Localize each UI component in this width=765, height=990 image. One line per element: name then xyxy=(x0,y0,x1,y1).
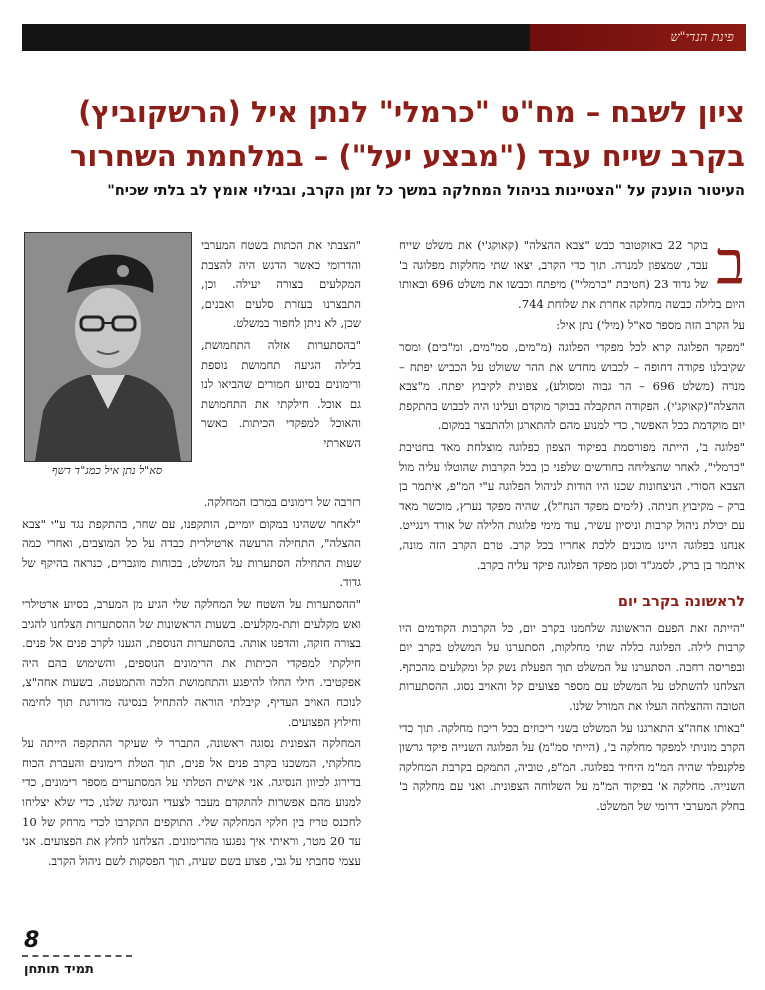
paragraph: "הייתה זאת הפעם הראשונה שלחמנו בקרב יום, כל הקרבות הקודמים היו קרבות לילה. הפלוגה כללה שתי מחלקות, הסתערנו על המשלט בקרב יום ובפריסה רחבה. הסתערנו על המשלט תוך הפעלת נשק קל ומקלעים מהכתף. הצלחנו להשתלט על המשלט עם מספר פצועים קל והאויב נסוג. ההסתערות הטובה וההצלחה העלו את המורל שלנו. xyxy=(399,620,745,714)
paragraph: המחלקה הצפונית נסוגה ראשונה, התברר לי שעיקר ההתקפה הייתה על מחלקתי, המשכנו בקרב פנים אל פנים, תוך הטלת רימונים והעברת הכוח בדירוג לכיוון הנסיגה. אני אישית הטלתי על המסתערים מספר רימונים, כדי למנוע מהם אפשרות להתקדם מעבר לצעדי הנסיגה שלנו, כדי שלא יצליחו לחכנס טריז בין חלקי המחלקה שלי. התוקפים התקרבו לכדי מרחק של 10 עד 20 מטר, וראיתי איך נפגעו מהרימונים. הצלחנו לחלץ את הפצועים. אני עצמי סחבתי על גבי, פצוע בשם שעיה, תוך הפסקות לשם ניהול הקרב. xyxy=(22,736,361,868)
paragraph: "הצבתי את הכתות בשטח המערבי והדרומי כאשר הדגש היה להצבת המקלעים בצורה יעילה. וכן, התבצרנו בעזרת סלעים ואבנים, שכן, לא ניתן לחפור במשלט. xyxy=(201,238,361,331)
paragraph: "מפקד הפלוגה קרא לכל מפקדי הפלוגה (מ"מים, סמ"מים, ומ"כים) ומסר שקיבלנו פקודה דחופה – לכבוש מחדש את ההר ששולט על הכביש יפתח – מנרה (משלט 696 – הר גבוה ומסולע), צפונית לקיבוץ יפתח. מ"צבא ההצלה"(קאוקג'י). הפקודה התקבלה בבוקר מוקדם ועלינו היה לכבוש בהתקפת יום מוקדמת ככל האפשר, כדי למנוע מהם להתארגן ולהתבצר במקום. xyxy=(399,339,745,433)
paragraph: "באותו אחה"צ התארגנו על המשלט בשני ריכוזים בכל ריכוז מחלקה. תוך כדי הקרב מוניתי למפקד מחלקה ב', (הייתי סמ"מ) על הפלוגה השנייה פיקד גרשון פלקנפלד שהיה המ"מ היחיד בפלוגה. המ"פ, טוביה, התמקם בקרבת המחלקה השנייה. מחלקה א' בפיקוד המ"מ על השלוחה הצפונית. ואני עם מחלקה ב' בחלק המערבי דרומי של המשלט. xyxy=(399,720,745,814)
paragraph: "פלוגה ב', הייתה מפורסמת בפיקוד הצפון כפלוגה מוצלחת מאד בחטיבת "כרמלי", לאחר שהצליחה בחודשים שלפני כן בכל הקרבות שהוטלו עליה מול הצבא הסורי. הניצחונות שכנו היו הודות לניהול הפלוגה ע"י המ"פ, איתמר בן ברק – מקיבוץ חניתה. (לימים מפקד הנח"ל), שהיה מפקד נערץ, מוכשר מאד עם יכולת ניהול קרבות וניסיון עשיר, עוד מימי פלוגות הלילה של אורד וינגייט. אנחנו בפלוגה היינו מוכנים ללכת אחריו בכל קרב. טרם הקרב הזה מונה, איתמר בן ברק, לסמג"ד וסגן מפקד הפלוגה פיקד עליה בקרב. xyxy=(399,439,745,572)
left-top-column xyxy=(201,236,361,456)
article-subtitle: העיטור הוענק על "הצטיינות בניהול המחלקה במשך כל זמן הקרב, ובגילוי אומץ לב בלתי שכיח" xyxy=(107,183,745,199)
paragraph: "ההסתערות על השטח של המחלקה שלי הגיע מן המערב, בסיוע ארטילרי ואש מקלעים ותת-מקלעים. בשעות הראשונות של ההסתערות הצלחנו להגיב בצורה חזקה, והדפנו אותה. בהסתערות הנוספת, הגענו לקרב פנים אל פנים. חילקתי למפקדי הכיתות את הרימונים הנוספים, והשימוש בהם היה אפקטיבי. חילי החלו להיפגע והתחמושת הלכה והתמעטה. בשעות אחה"צ, לנוכח האויב העדיף, קיבלתי הוראה להתחיל בנסיגה מדורגת תוך לחימה וחילוץ הפצועים. xyxy=(22,596,361,729)
article-title: ציון לשבח – מח"ט "כרמלי" לנתן איל (הרשקוביץ) בקרב שייח עבד ("מבצע יעל") – במלחמת השחרור xyxy=(69,95,745,173)
portrait-photo xyxy=(24,232,192,462)
paragraph: על הקרב הזה מספר סא"ל (מיל') נתן איל: xyxy=(556,318,745,333)
header-bar xyxy=(22,24,746,51)
paragraph: "בהסתערות אזלה התחמושת, בלילה הגיעה תחמושת נוספת ורימונים בסיוע חמורים שהביאו לנו גם אוכל. חילקתי את התחמושת והאוכל למפקדי הכיתות. כאשר השארתי xyxy=(201,337,361,450)
paragraph: רזרבה של רימונים במרכז המחלקה. xyxy=(203,495,361,509)
photo-caption: סא"ל נתן איל כמג"ד דשף xyxy=(51,464,163,477)
soldier-portrait-illustration xyxy=(25,233,191,461)
right-column xyxy=(399,228,745,819)
drop-cap: ב xyxy=(716,228,745,298)
section-tag: פינת הנדי"ש xyxy=(530,24,746,51)
section-heading: לראשונה בקרב יום xyxy=(617,594,745,611)
paragraph: בוקר 22 באוקטובר כבש "צבא ההצלה" (קאוקג'י) את משלט שייח עבד, שמצפון למנרה. תוך כדי הקרב, יצאו שתי מחלקות מפלוגה ב' של גדוד 23 (חטיבת "כרמלי") מיפתח וכבשו את משלט 696 ובאותו היום בלילה כבשה מחלקה אחרת את שלוחת 744. xyxy=(399,238,745,311)
footer-divider xyxy=(22,955,132,957)
page-number: 8 xyxy=(24,928,40,953)
left-column xyxy=(22,493,361,873)
publication-name: תמיד תותחן xyxy=(24,962,94,977)
paragraph: "לאחר ששהינו במקום יומיים, הותקפנו, עם שחר, בהתקפת נגד ע"י "צבא ההצלה", התחילה הרעשה ארטילרית כבדה על כל המוצבים, ואחרי כמה שעות התחילה הסתערות על המשלט, בכוחות מוגברים, כנראה בהיקף של גדוד. xyxy=(22,516,361,590)
